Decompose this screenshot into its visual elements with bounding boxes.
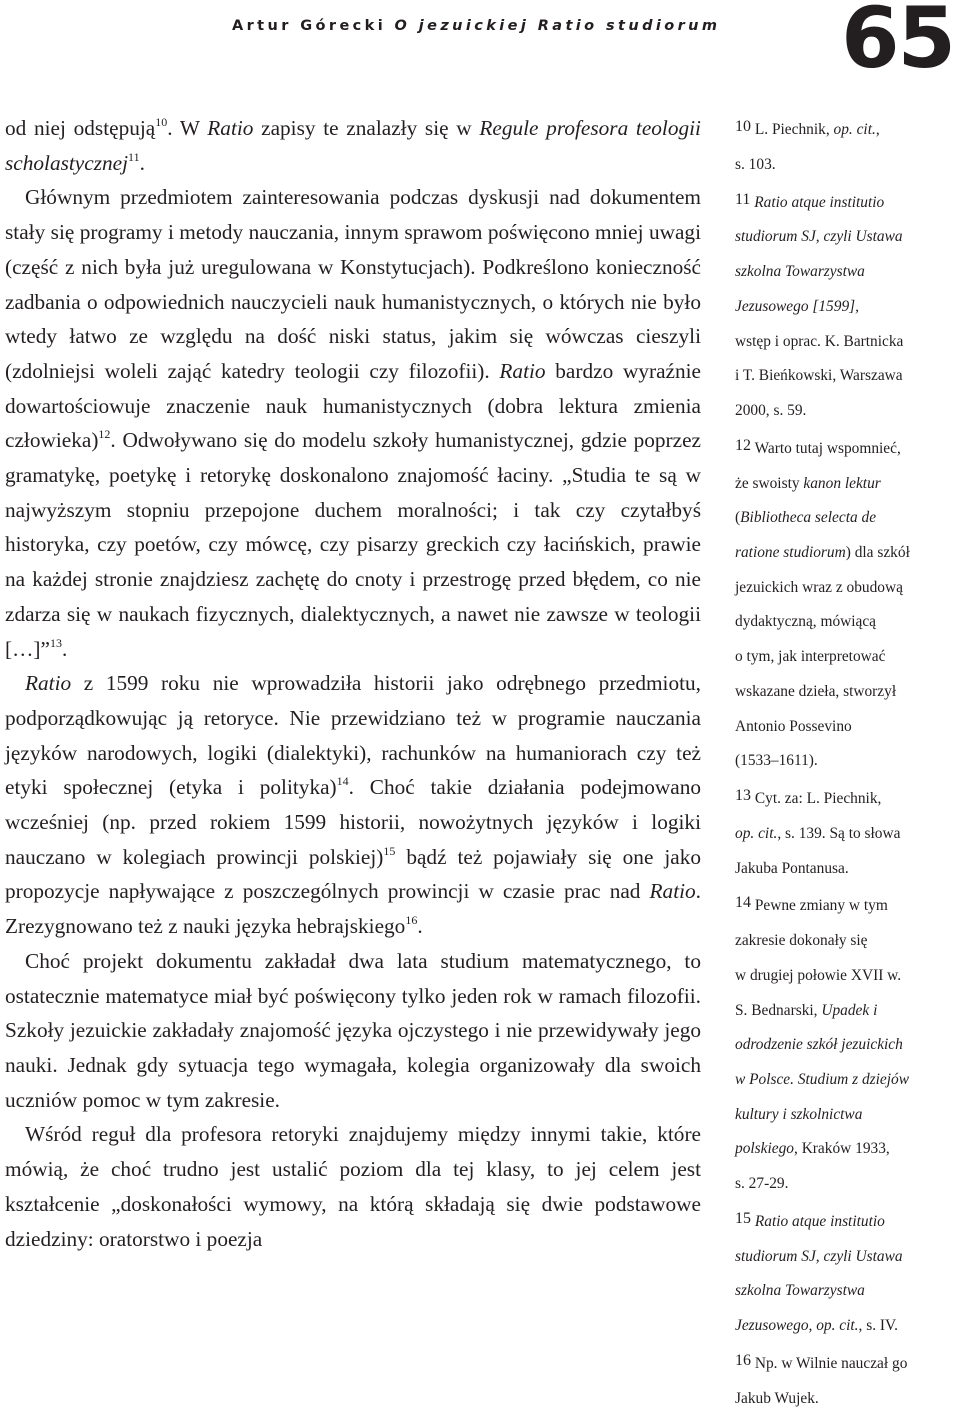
footnote-ref-15[interactable]: 15 bbox=[383, 843, 396, 858]
footnote-11 bbox=[735, 183, 960, 429]
text-italic: Upadek i odrodzenie szkół jezuickich w Polsce. Studium z dziejów kultury i szkolnictwa polskiego bbox=[735, 1001, 909, 1158]
footnotes-column bbox=[735, 110, 960, 1416]
running-header bbox=[232, 18, 720, 34]
paragraph-4: Choć projekt dokumentu zakładał dwa lata studium matematycznego, to ostatecznie matematyce miał być poświęcony tylko jeden rok w ramach filozofii. Szkoły jezuickie zakładały znajomość języka ojczystego i nie przewidywały jego nauki. Jednak gdy sytuacja tego wymagała, kolegia organizowały dla swoich uczniów pomoc w tym zakresie. bbox=[5, 948, 701, 1112]
footnote-12 bbox=[735, 429, 960, 779]
footnote-13 bbox=[735, 779, 960, 886]
footnote-ref-13[interactable]: 13 bbox=[49, 635, 62, 650]
text-run: ( bbox=[735, 509, 741, 527]
text-italic: Bibliotheca selecta de ratione studiorum bbox=[735, 509, 877, 561]
footnote-number: 15 bbox=[735, 1209, 751, 1227]
footnote-number: 14 bbox=[735, 894, 751, 912]
footnote-ref-12[interactable]: 12 bbox=[98, 427, 111, 442]
footnote-number: 16 bbox=[735, 1351, 751, 1369]
text-run: . Zrezygnowano też z nauki języka hebrajskiego bbox=[5, 879, 701, 939]
text-run: Głównym przedmiotem zainteresowania podczas dyskusji nad dokumentem stały się programy i metody nauczania, innym sprawom poświęcono mniej uwagi (część z nich była już uregulowana w Konstytucjach). Podkreślono konieczność zadbania o odpowiednich nauczycieli nauk humanistycznych, o których nie było wtedy łatwo ze względu na dość niski status, jakim się wówczas cieszyli (zdolniejsi woleli zająć katedry teologii czy filozofii). bbox=[5, 185, 701, 383]
text-run: , s. 139. Są to słowa Jakuba Pontanusa. bbox=[735, 824, 901, 877]
footnote-14 bbox=[735, 886, 960, 1202]
text-italic: Ratio bbox=[649, 879, 696, 904]
footnote-number: 13 bbox=[735, 786, 751, 804]
text-run: bądź też pojawiały się one jako propozycje napływające z poszczególnych prowincji w czasie prac nad bbox=[5, 844, 701, 904]
footnote-ref-10[interactable]: 10 bbox=[155, 115, 168, 129]
text-italic: op. cit. bbox=[735, 824, 778, 842]
footnote-16 bbox=[735, 1344, 960, 1417]
text-run: . bbox=[61, 636, 68, 661]
text-run: L. Piechnik, bbox=[754, 121, 834, 139]
text-run: . bbox=[139, 150, 145, 175]
text-run: . bbox=[417, 914, 423, 939]
text-italic: kanon lektur bbox=[803, 474, 881, 492]
paragraph-2 bbox=[5, 180, 701, 666]
page-number: 65 bbox=[841, 0, 954, 87]
text-italic: Ratio atque institutio studiorum SJ, czyli Ustawa szkolna Towarzystwa Jezusowego, op. cit. bbox=[735, 1212, 903, 1335]
text-run: , s. 103. bbox=[735, 121, 880, 173]
text-run: , s. IV. bbox=[858, 1317, 899, 1335]
text-italic: Ratio atque institutio studiorum SJ, czyli Ustawa szkolna Towarzystwa Jezusowego [1599], bbox=[735, 193, 903, 315]
footnote-ref-16[interactable]: 16 bbox=[405, 913, 418, 928]
text-run: . W bbox=[167, 116, 208, 140]
footnote-number: 11 bbox=[735, 190, 751, 208]
text-run: . Odwoływano się do modelu szkoły humanistycznej, gdzie poprzez gramatykę, poetykę i retorykę doskonalono znajomość łaciny. „Studia te są w najwyższym stopniu przepojone duchem moralności; i tak czy czytałbyś historyka, czy poetów, czy mówcę, czy pisarzy greckich czy łacińskich, prawie na każdej stronie znajdziesz zachętę do cnoty i przestrogę przed błędem, co nie zdarza się w naukach fizycznych, dialektycznych, a nawet nie zawsze w teologii […]” bbox=[5, 428, 701, 661]
text-run: ) dla szkół jezuickich wraz z obudową dydaktyczną, mówiącą o tym, jak interpretować wskazane dzieła, stworzył Antonio Possevino (1533–1611). bbox=[735, 544, 910, 770]
paragraph-5: Wśród reguł dla profesora retoryki znajdujemy między innymi takie, które mówią, że choć trudno jest ustalić poziom dla tej klasy, to jej celem jest kształcenie „doskonałości wymowy, na którą składają się dwie podstawowe dziedziny: oratorstwo i poezja bbox=[5, 1122, 701, 1251]
text-run: wstęp i oprac. K. Bartnicka i T. Bieńkowski, Warszawa 2000, s. 59. bbox=[735, 332, 904, 419]
header-title: O jezuickiej Ratio studiorum bbox=[394, 18, 721, 34]
footnote-number: 10 bbox=[735, 118, 751, 135]
text-italic: op. cit. bbox=[833, 121, 876, 139]
text-run: Np. w Wilnie nauczał go Jakub Wujek. bbox=[735, 1354, 908, 1407]
text-run: . Choć takie działania podejmowano wcześniej (np. przed rokiem 1599 historii, nowożytnych języków i logiki nauczano w kolegiach prowincji polskiej) bbox=[5, 775, 702, 869]
text-italic: Ratio bbox=[499, 358, 546, 383]
text-run: Pewne zmiany w tym zakresie dokonały się w drugiej połowie XVII w. S. Bednarski, bbox=[735, 897, 902, 1019]
text-run: Warto tutaj wspomnieć, że swoisty bbox=[735, 439, 901, 492]
text-italic: Regule profesora teologii scholastycznej bbox=[5, 116, 701, 175]
text-italic: Ratio bbox=[25, 671, 72, 696]
footnote-15 bbox=[735, 1202, 960, 1344]
text-run: bardzo wyraźnie dowartościowuje znaczenie nauk humanistycznych (dobra lektura zmienia człowieka) bbox=[5, 358, 701, 453]
text-italic: Ratio bbox=[207, 116, 254, 140]
paragraph-1 bbox=[5, 111, 701, 180]
footnote-ref-11[interactable]: 11 bbox=[128, 149, 140, 164]
text-run: z 1599 roku nie wprowadziła historii jako odrębnego przedmiotu, podporządkowując ją retoryce. Nie przewidziano też w programie nauczania języków narodowych, logiki (dialektyki), rachunków na humaniorach czy też etyki społecznej (etyka i polityka) bbox=[5, 671, 701, 800]
text-run: , Kraków 1933, s. 27-29. bbox=[735, 1140, 890, 1193]
header-author: Artur Górecki bbox=[232, 18, 387, 34]
footnote-number: 12 bbox=[735, 436, 751, 454]
footnote-ref-14[interactable]: 14 bbox=[336, 774, 349, 789]
text-run: od niej odstępują bbox=[5, 116, 156, 140]
footnote-10 bbox=[735, 110, 960, 183]
text-run: zapisy te znalazły się w bbox=[253, 116, 480, 140]
main-text-column bbox=[5, 111, 701, 1256]
paragraph-3 bbox=[5, 666, 701, 944]
text-run: Cyt. za: L. Piechnik, bbox=[754, 790, 882, 808]
